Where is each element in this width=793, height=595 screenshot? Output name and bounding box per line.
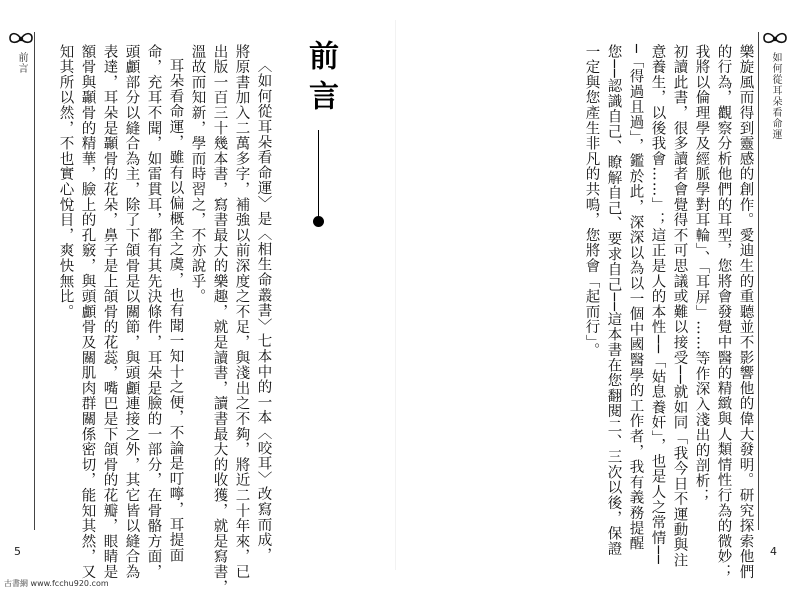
left-page-number: 5: [14, 545, 21, 558]
title-dot: [313, 216, 324, 227]
left-column-9: 額骨與顳骨的精華，臉上的孔竅，與頭顱骨及關肌肉群關係密切，能知其然，又: [79, 44, 96, 580]
left-header-rule: [34, 32, 35, 530]
left-column-4: 溫故而知新，學而時習之，不亦說乎。: [189, 44, 206, 305]
ornament-logo-left: [8, 30, 34, 48]
left-column-7: 頭顱部分以縫合為主，除了下頜骨是以關節，與頭顱連接之外，其它皆以縫合為: [123, 44, 140, 580]
right-column-4: 初讀此書，很多讀者會覺得不可思議或難以接受──就如同「我今日不運動與注: [671, 44, 688, 568]
right-column-1: 樂旋風而得到靈感的創作。愛迪生的重聽並不影響他的偉大發明。研究探索他們: [737, 44, 754, 580]
right-page-number: 4: [770, 545, 777, 558]
right-column-7: 您──認識自己、瞭解自己、要求自己──這本書在您翻閱二、三次以後，保證: [605, 44, 622, 557]
left-column-3: 出版一百三十幾本書，寫書最大的樂趣，就是讀書，讀書最大的收獲，就是寫書，: [211, 44, 228, 595]
right-column-8: 一定與您產生非凡的共鳴，您將會「起而行」。: [583, 44, 600, 359]
right-column-3: 我將以倫理學及經脈學對耳輪」、「耳屏」……等作深入淺出的剖析；: [693, 44, 710, 504]
title-rule: [318, 130, 319, 218]
right-column-6: ─「得過且過」，鑑於此，深深以為以一個中國醫學的工作者，我有義務提醒: [627, 44, 644, 552]
chapter-title: 前言: [303, 40, 338, 120]
site-footer: 古書網 www.fcchu920.com: [4, 579, 109, 588]
left-column-5: 耳朵看命運，雖有以偏概全之虞，也有聞一知十之便，不論是叮嚀，耳提面: [167, 58, 184, 563]
left-column-1: 〈如何從耳朵看命運〉是〈相生命叢書〉七本中的一本〈咬耳〉改寫而成，: [255, 58, 272, 563]
right-header-rule: [758, 32, 759, 530]
left-column-6: 命，充耳不聞，如雷貫耳，都有其先決條件，耳朵是臉的一部分，在骨骼方面，: [145, 44, 162, 580]
left-column-2: 將原書加入二萬多字，補強以前深度之不足，與淺出之不夠，將近二十年來，已: [233, 44, 250, 580]
right-column-5: 意養生，以後我會……」；這正是人的本性──「姑息養奸」，也是人之常情──: [649, 44, 666, 565]
ornament-logo-right: [762, 30, 788, 48]
left-header: 前言: [16, 52, 27, 74]
right-header: 如何從耳朵看命運: [770, 52, 781, 140]
page-gutter: [395, 20, 396, 570]
right-column-2: 的行為，觀察分析他們的耳型，您將會發覺中醫的精緻與人類情性行為的微妙；: [715, 44, 732, 580]
left-column-10: 知其所以然，不也實心悅目，爽快無比。: [57, 44, 74, 320]
left-column-8: 表達，耳朵是顳骨的花朵，鼻子是上頜骨的花蕊，嘴巴是下頜骨的花瓣，眼睛是: [101, 44, 118, 580]
